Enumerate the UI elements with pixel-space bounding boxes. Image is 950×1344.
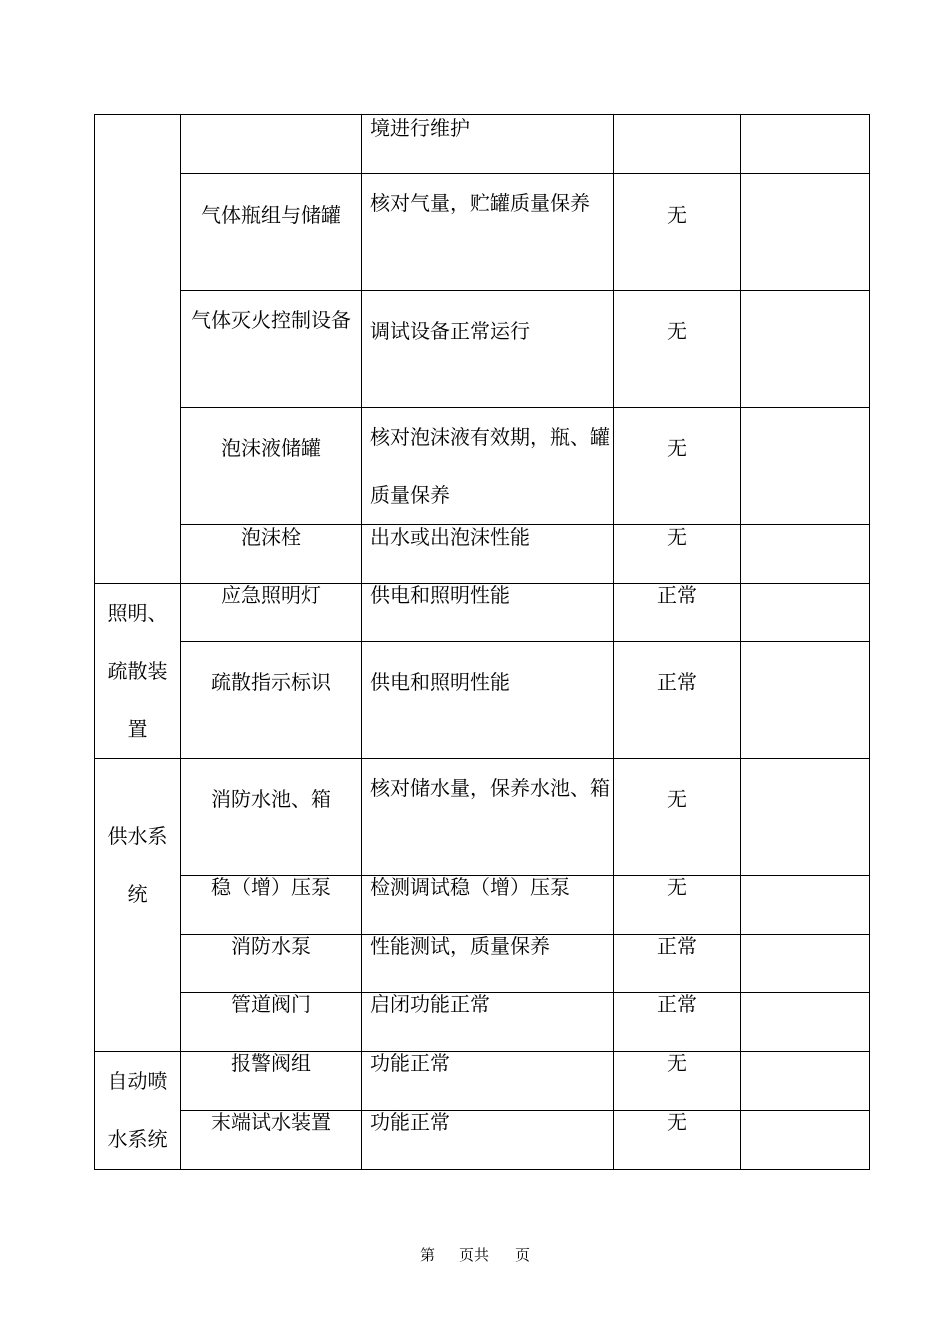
equipment-cell: 管道阀门 [181,993,362,1052]
content-cell: 功能正常 [362,1052,614,1111]
content-cell: 核对储水量，保养水池、箱 [362,759,614,876]
footer-page-label: 第 [419,1246,435,1264]
status-cell: 无 [614,408,741,525]
status-cell: 无 [614,291,741,408]
content-cell: 出水或出泡沫性能 [362,525,614,584]
equipment-cell: 泡沫液储罐 [181,408,362,525]
remark-cell [741,174,870,291]
remark-cell [741,642,870,759]
table-row [95,642,870,759]
content-cell: 调试设备正常运行 [362,291,614,408]
equipment-cell: 疏散指示标识 [181,642,362,759]
footer-total-unit: 页 [515,1246,531,1264]
category-cell-water-supply: 供水系统 [95,759,181,1052]
inspection-table [94,114,870,1170]
content-cell: 境进行维护 [362,115,614,174]
table-row [95,525,870,584]
page-footer [0,1244,950,1265]
content-cell: 检测调试稳（增）压泵 [362,876,614,935]
content-cell: 供电和照明性能 [362,642,614,759]
equipment-cell: 气体灭火控制设备 [181,291,362,408]
table-row [95,291,870,408]
content-cell: 核对泡沫液有效期，瓶、罐质量保养 [362,408,614,525]
equipment-cell: 泡沫栓 [181,525,362,584]
remark-cell [741,115,870,174]
table-row [95,1052,870,1111]
status-cell: 无 [614,525,741,584]
category-cell-continued [95,115,181,584]
table-row [95,993,870,1052]
remark-cell [741,525,870,584]
status-cell: 无 [614,759,741,876]
footer-page-unit: 页共 [458,1246,489,1264]
status-cell [614,115,741,174]
table-row [95,584,870,642]
equipment-cell: 稳（增）压泵 [181,876,362,935]
status-cell: 无 [614,876,741,935]
category-cell-sprinkler: 自动喷水系统 [95,1052,181,1170]
remark-cell [741,1111,870,1170]
table-row [95,115,870,174]
table-row [95,759,870,876]
content-cell: 启闭功能正常 [362,993,614,1052]
remark-cell [741,584,870,642]
content-cell: 供电和照明性能 [362,584,614,642]
status-cell: 正常 [614,584,741,642]
equipment-cell: 应急照明灯 [181,584,362,642]
equipment-cell: 末端试水装置 [181,1111,362,1170]
equipment-cell: 消防水池、箱 [181,759,362,876]
remark-cell [741,408,870,525]
content-cell: 功能正常 [362,1111,614,1170]
status-cell: 正常 [614,993,741,1052]
remark-cell [741,993,870,1052]
content-cell: 性能测试，质量保养 [362,935,614,993]
remark-cell [741,1052,870,1111]
content-cell: 核对气量，贮罐质量保养 [362,174,614,291]
status-cell: 正常 [614,642,741,759]
remark-cell [741,291,870,408]
equipment-cell: 报警阀组 [181,1052,362,1111]
table-row [95,408,870,525]
remark-cell [741,876,870,935]
status-cell: 无 [614,1052,741,1111]
status-cell: 无 [614,174,741,291]
table-row [95,935,870,993]
status-cell: 无 [614,1111,741,1170]
remark-cell [741,935,870,993]
equipment-cell: 气体瓶组与储罐 [181,174,362,291]
table-row [95,876,870,935]
category-cell-lighting: 照明、疏散装置 [95,584,181,759]
status-cell: 正常 [614,935,741,993]
equipment-cell [181,115,362,174]
equipment-cell: 消防水泵 [181,935,362,993]
remark-cell [741,759,870,876]
table-row [95,1111,870,1170]
table-row [95,174,870,291]
